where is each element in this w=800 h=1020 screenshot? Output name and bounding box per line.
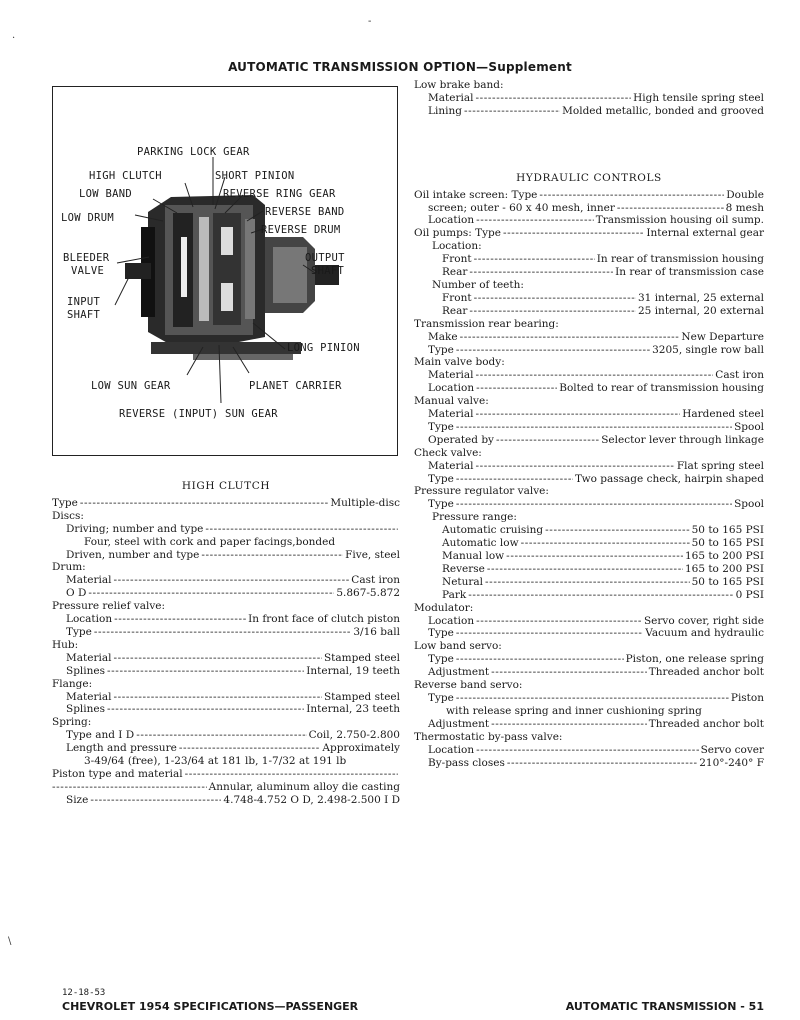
spec-group-label: Main valve body:: [414, 356, 505, 369]
spec-row: Oil intake screen: Type ----- Double: [414, 189, 764, 202]
spec-row: Lining ----- Molded metallic, bonded and grooved: [414, 105, 764, 118]
spec-group-label: Discs:: [52, 509, 84, 522]
spec-row: Rear ----- 25 internal, 20 external: [414, 305, 764, 318]
spec-row: Rear ----- In rear of transmission case: [414, 266, 764, 279]
spec-continuation: with release spring and inner cushioning spring: [446, 704, 702, 717]
label-input: INPUT: [67, 296, 101, 308]
label-low-band: LOW BAND: [79, 188, 132, 200]
spec-group-label: Pressure relief valve:: [52, 600, 166, 613]
high-clutch-section: [52, 480, 400, 807]
section-heading: HIGH CLUTCH: [181, 480, 271, 492]
spec-row: Type ----- Piston: [414, 692, 764, 705]
label-reverse-input-sun-gear: REVERSE (INPUT) SUN GEAR: [119, 408, 278, 420]
spec-group-label: Low band servo:: [414, 640, 502, 653]
label-reverse-ring-gear: REVERSE RING GEAR: [223, 188, 336, 200]
page-title: AUTOMATIC TRANSMISSION OPTION—Supplement: [228, 60, 572, 74]
spec-row: Piston type and material -----: [52, 768, 400, 781]
spec-row: Type ----- Piston, one release spring: [414, 653, 764, 666]
spec-row: Material ----- Cast iron: [414, 369, 764, 382]
label-high-clutch: HIGH CLUTCH: [89, 170, 162, 182]
spec-group-label: Hub:: [52, 638, 79, 651]
spec-group-label: Manual valve:: [414, 395, 489, 408]
spec-group-label: Pressure regulator valve:: [414, 485, 549, 498]
label-long-pinion: LONG PINION: [287, 342, 360, 354]
spec-row: Location ----- Bolted to rear of transmission housing: [414, 382, 764, 395]
spec-row: Material ----- Stamped steel: [52, 652, 400, 665]
spec-row: Material ----- High tensile spring steel: [414, 92, 764, 105]
label-reverse-drum: REVERSE DRUM: [261, 224, 341, 236]
spec-row: Front ----- In rear of transmission housing: [414, 253, 764, 266]
spec-row: Location ----- In front face of clutch piston: [52, 613, 400, 626]
spec-row: Size ----- 4.748-4.752 O D, 2.498-2.500 I D: [52, 794, 400, 807]
spec-row: Adjustment ----- Threaded anchor bolt: [414, 666, 764, 679]
spec-row: Material ----- Flat spring steel: [414, 460, 764, 473]
spec-row: Material ----- Hardened steel: [414, 408, 764, 421]
spec-row: Type ----- Two passage check, hairpin shaped: [414, 473, 764, 486]
label-planet-carrier: PLANET CARRIER: [249, 380, 342, 392]
spec-row: Automatic low ----- 50 to 165 PSI: [414, 537, 764, 550]
spec-row: screen; outer - 60 x 40 mesh, inner ----- 8 mesh: [414, 202, 764, 215]
transmission-cutaway-figure: [52, 86, 398, 456]
spec-continuation: 3-49/64 (free), 1-23/64 at 181 lb, 1-7/32 at 191 lb: [84, 755, 347, 768]
spec-group-label: Number of teeth:: [432, 278, 524, 291]
label-low-sun-gear: LOW SUN GEAR: [91, 380, 171, 392]
spec-row: Location ----- Servo cover, right side: [414, 615, 764, 628]
spec-row: Manual low ----- 165 to 200 PSI: [414, 550, 764, 563]
spec-row: Type ----- Multiple-disc: [52, 497, 400, 510]
spec-row: Front ----- 31 internal, 25 external: [414, 292, 764, 305]
spec-group-label: Check valve:: [414, 446, 482, 459]
label-bleeder: BLEEDER: [63, 252, 110, 264]
spec-row: Reverse ----- 165 to 200 PSI: [414, 563, 764, 576]
spec-group-label: Low brake band:: [414, 79, 504, 91]
spec-continuation: Four, steel with cork and paper facings,bonded: [84, 535, 336, 548]
spec-group-label: Spring:: [52, 716, 92, 729]
spec-row: Type ----- Vacuum and hydraulic: [414, 627, 764, 640]
spec-row: Driving; number and type -----: [52, 523, 400, 536]
footer-page-number: AUTOMATIC TRANSMISSION - 51: [565, 1000, 764, 1013]
spec-row: Type ----- 3/16 ball: [52, 626, 400, 639]
spec-group-label: Flange:: [52, 677, 93, 690]
spec-row: Adjustment ----- Threaded anchor bolt: [414, 718, 764, 731]
label-low-drum: LOW DRUM: [61, 212, 114, 224]
spec-row: Operated by ----- Selector lever through linkage: [414, 434, 764, 447]
spec-row: Type ----- Spool: [414, 498, 764, 511]
footer-date: 12-18-53: [62, 988, 106, 998]
spec-row: Make ----- New Departure: [414, 331, 764, 344]
right-column: [414, 79, 764, 769]
spec-row: O D ----- 5.867-5.872: [52, 587, 400, 600]
scan-mark: -: [368, 16, 372, 27]
label-output-shaft: SHAFT: [311, 265, 345, 277]
transmission-cutaway-drawing: [53, 87, 399, 457]
label-valve: VALVE: [71, 265, 105, 277]
scan-mark: .: [12, 30, 16, 41]
spec-row: Driven, number and type ----- Five, steel: [52, 549, 400, 562]
spec-group-label: Thermostatic by-pass valve:: [414, 730, 563, 743]
label-reverse-band: REVERSE BAND: [265, 206, 345, 218]
spec-group-label: Modulator:: [414, 601, 474, 614]
spec-row: Type and I D ----- Coil, 2.750-2.800: [52, 729, 400, 742]
spec-row: Location ----- Transmission housing oil sump.: [414, 214, 764, 227]
label-input-shaft: SHAFT: [67, 309, 101, 321]
spec-row: Length and pressure ----- Approximately: [52, 742, 400, 755]
spec-group-label: Location:: [432, 240, 482, 253]
spec-group-label: Pressure range:: [432, 511, 517, 524]
spec-group-label: Transmission rear bearing:: [414, 317, 559, 330]
spec-row: Automatic cruising ----- 50 to 165 PSI: [414, 524, 764, 537]
spec-group-label: Reverse band servo:: [414, 679, 523, 692]
spec-row: Park ----- 0 PSI: [414, 589, 764, 602]
spec-group-label: Drum:: [52, 561, 86, 574]
spec-row: Netural ----- 50 to 165 PSI: [414, 576, 764, 589]
spec-row: Material ----- Cast iron: [52, 574, 400, 587]
spec-row: Splines ----- Internal, 19 teeth: [52, 665, 400, 678]
scan-mark: \: [8, 936, 12, 947]
spec-row: By-pass closes ----- 210°-240° F: [414, 757, 764, 770]
section-heading: HYDRAULIC CONTROLS: [516, 171, 662, 184]
label-parking-lock-gear: PARKING LOCK GEAR: [137, 146, 250, 158]
spec-row: Type ----- 3205, single row ball: [414, 344, 764, 357]
spec-row: Material ----- Stamped steel: [52, 691, 400, 704]
spec-row: Type ----- Spool: [414, 421, 764, 434]
spec-row: ----- Annular, aluminum alloy die casting: [52, 781, 400, 794]
label-short-pinion: SHORT PINION: [215, 170, 295, 182]
spec-row: Location ----- Servo cover: [414, 744, 764, 757]
footer-publication-title: CHEVROLET 1954 SPECIFICATIONS—PASSENGER: [62, 1000, 359, 1013]
spec-row: Splines ----- Internal, 23 teeth: [52, 703, 400, 716]
spec-row: Oil pumps: Type ----- Internal external gear: [414, 227, 764, 240]
label-output: OUTPUT: [305, 252, 345, 264]
